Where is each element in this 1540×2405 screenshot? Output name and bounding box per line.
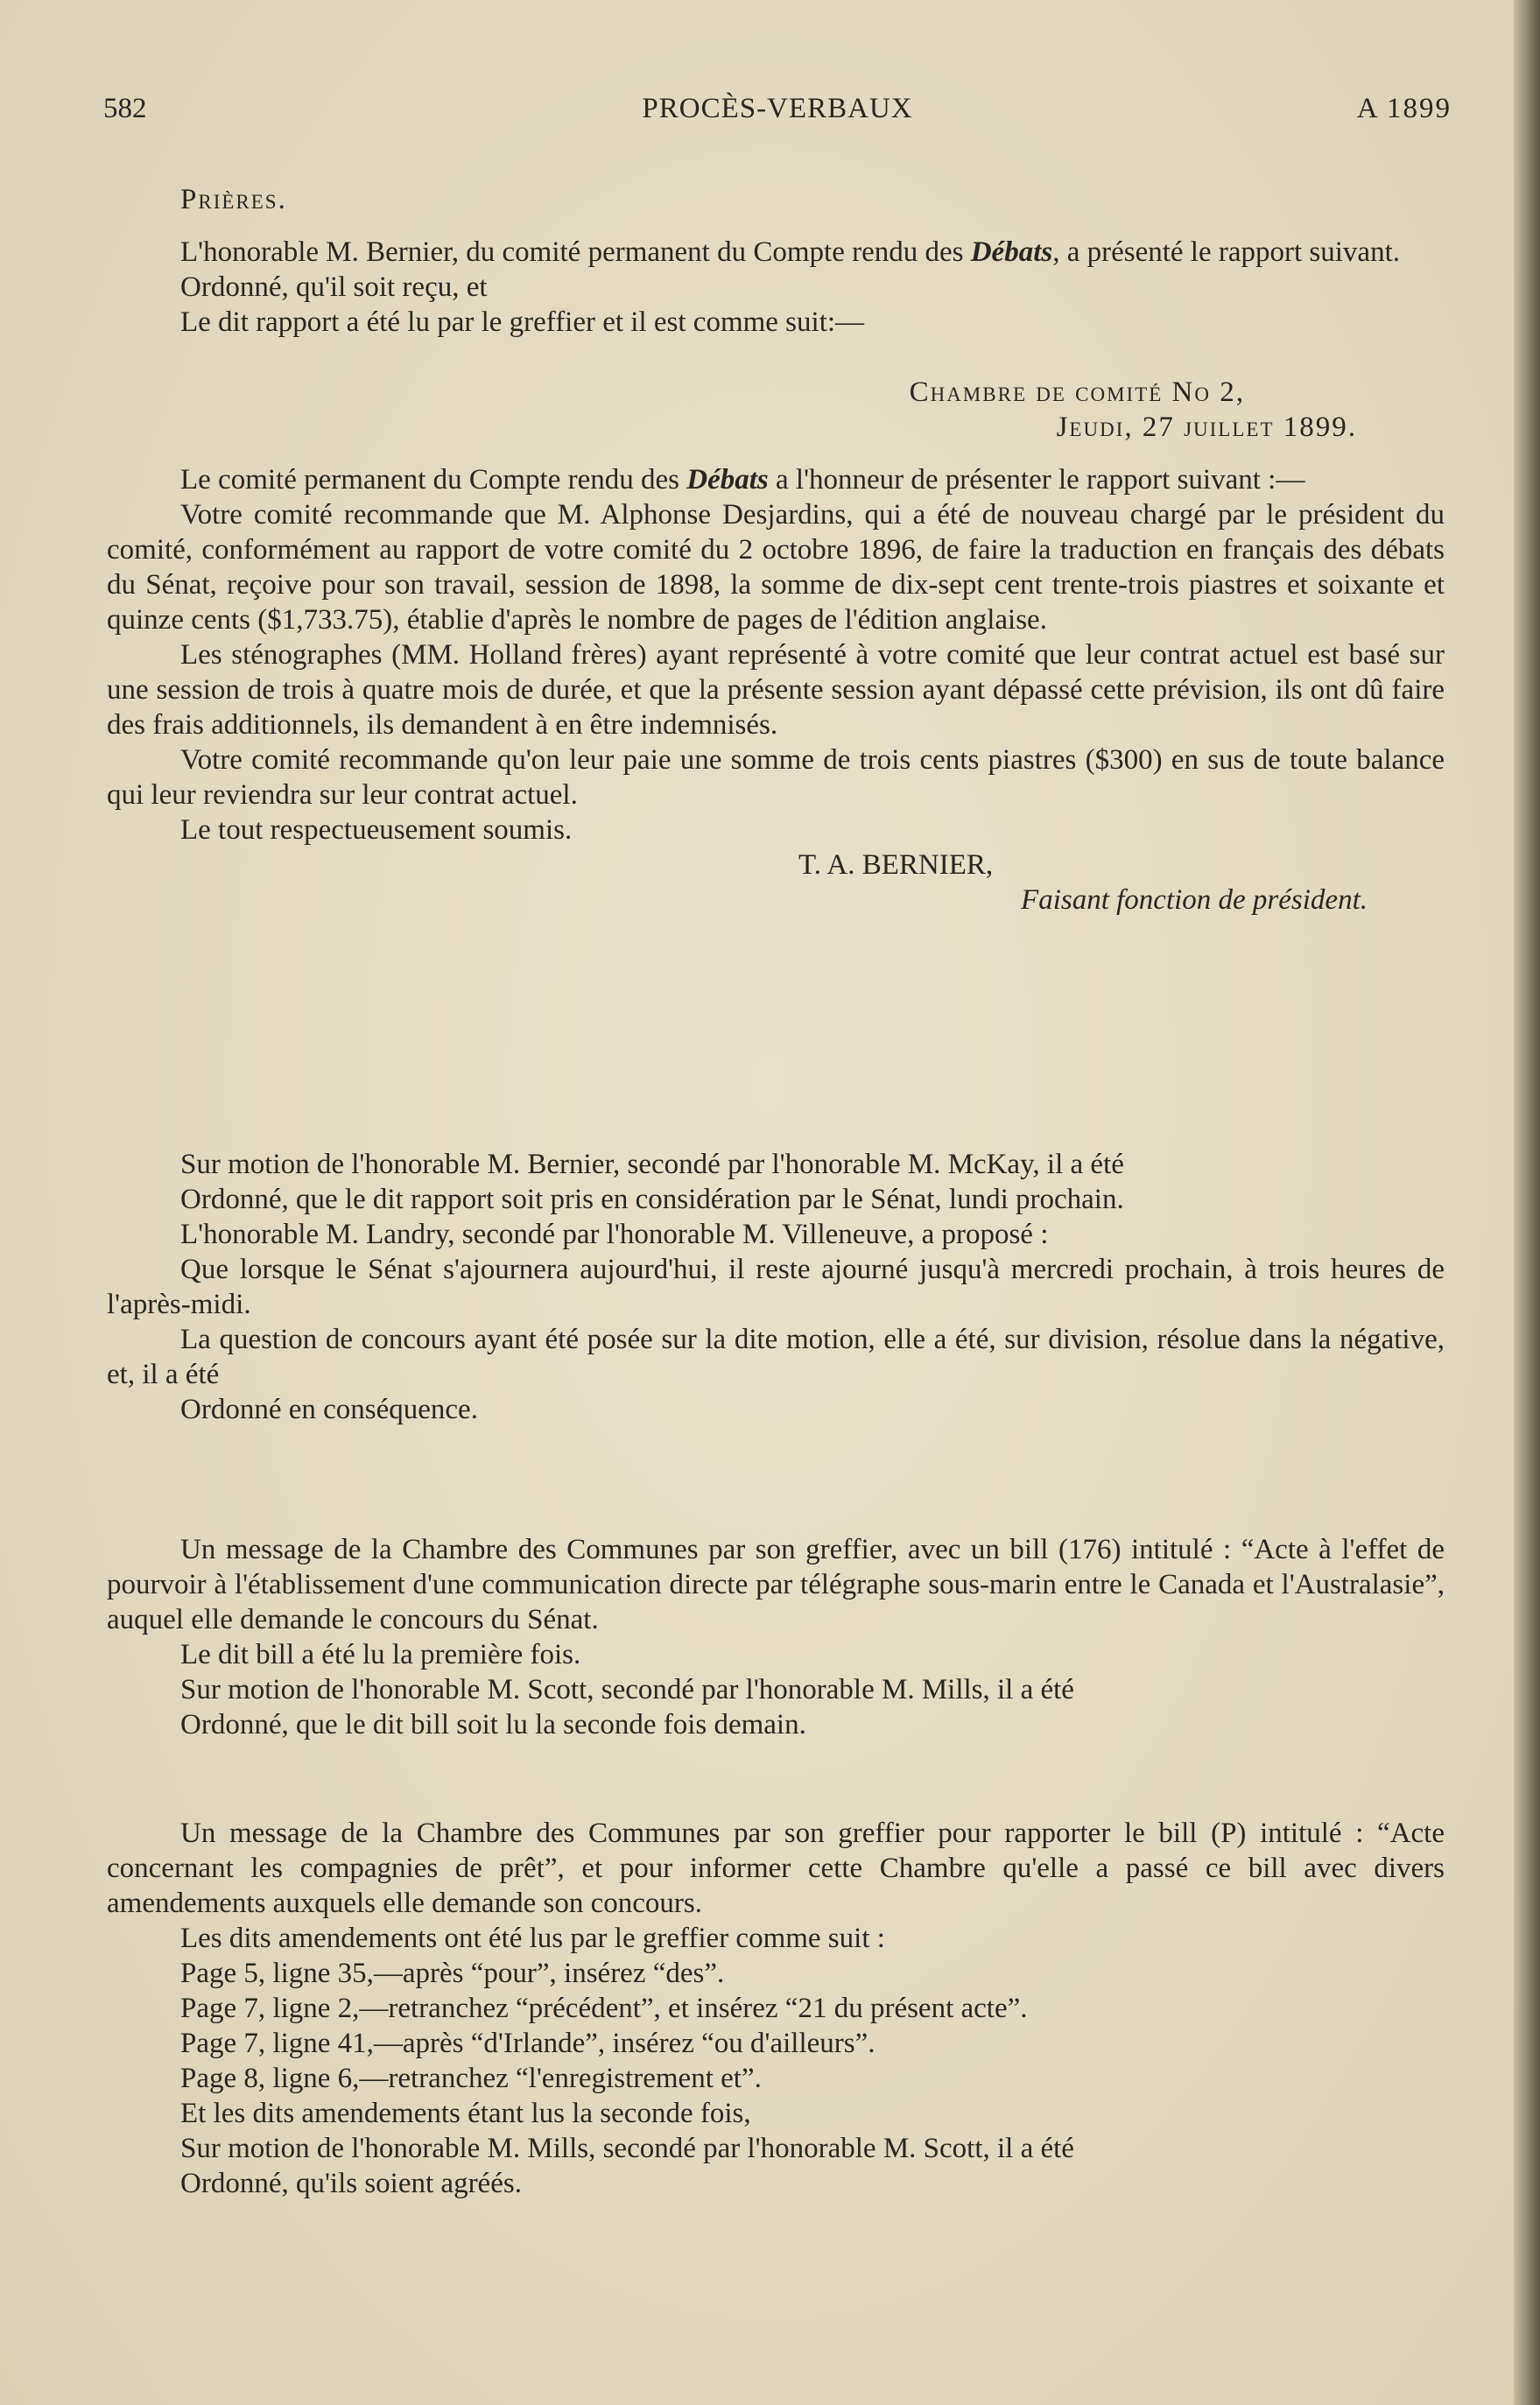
bill-p-amendments-read: Les dits amendements ont été lus par le greffier comme suit : bbox=[180, 1923, 885, 1954]
amendment-3: Page 7, ligne 41,—après “d'Irlande”, insérez “ou d'ailleurs”. bbox=[180, 2028, 875, 2059]
section-motions bbox=[107, 1147, 1445, 1427]
section-prayers-and-report bbox=[107, 182, 1445, 918]
bill-p-ordered: Ordonné, qu'ils soient agréés. bbox=[180, 2168, 522, 2199]
page-title: PROCÈS-VERBAUX bbox=[642, 93, 913, 124]
report-place: Chambre de comité No 2, bbox=[909, 376, 1245, 408]
amendments-second-reading: Et les dits amendements étant lus la seconde fois, bbox=[180, 2098, 751, 2129]
page-number: 582 bbox=[103, 93, 147, 124]
report-payment-paragraph: Votre comité recommande qu'on leur paie une somme de trois cents piastres ($300) en sus de toute balance qui leur reviendra sur leur contrat actuel. bbox=[107, 744, 1445, 811]
amendment-1: Page 5, ligne 35,—après “pour”, insérez “des”. bbox=[180, 1958, 725, 1989]
amendment-4: Page 8, ligne 6,—retranchez “l'enregistrement et”. bbox=[180, 2063, 762, 2094]
bill-p-message: Un message de la Chambre des Communes par son greffier pour rapporter le bill (P) intitulé : “Acte concernant les compagnies de prêt”, et pour informer cette Chambre qu'elle a passé ce bill avec divers amendements auxquels elle demande son concours. bbox=[107, 1818, 1445, 1919]
motion-question-result: La question de concours ayant été posée sur la dite motion, elle a été, sur division, résolue dans la négative, et, il a été bbox=[107, 1324, 1445, 1390]
bill-176-message: Un message de la Chambre des Communes par son greffier, avec un bill (176) intitulé : “Acte à l'effet de pourvoir à l'établissement d'une communication directe par télégraphe sous-marin entre le Canada et l'Australasie”, auquel elle demande le concours du Sénat. bbox=[107, 1534, 1445, 1635]
report-stenographers-paragraph: Les sténographes (MM. Holland frères) ayant représenté à votre comité que leur contrat actuel est basé sur une session de trois à quatre mois de durée, et que la présente session ayant dépassé cette prévision, ils ont dû faire des frais additionnels, ils demandent à en être indemnisés. bbox=[107, 639, 1445, 741]
paragraph-ordered-received: Ordonné, qu'il soit reçu, et bbox=[180, 271, 488, 303]
bill-176-ordered: Ordonné, que le dit bill soit lu la seconde fois demain. bbox=[180, 1709, 806, 1740]
running-header bbox=[103, 93, 1452, 131]
bill-p-motion: Sur motion de l'honorable M. Mills, secondé par l'honorable M. Scott, il a été bbox=[180, 2133, 1074, 2164]
paragraph-report-presented: L'honorable M. Bernier, du comité permanent du Compte rendu des Débats, a présenté le rapport suivant. bbox=[180, 236, 1400, 268]
bill-176-motion: Sur motion de l'honorable M. Scott, secondé par l'honorable M. Mills, il a été bbox=[180, 1674, 1074, 1705]
signature-name: T. A. BERNIER, bbox=[798, 849, 994, 881]
signature-title: Faisant fonction de président. bbox=[1021, 884, 1368, 916]
page-binding-edge bbox=[1514, 0, 1540, 2405]
section-bill-176 bbox=[107, 1532, 1445, 1742]
motion-landry: L'honorable M. Landry, secondé par l'honorable M. Villeneuve, a proposé : bbox=[180, 1219, 1049, 1250]
report-date: Jeudi, 27 juillet 1899. bbox=[1056, 411, 1357, 443]
paragraph-report-read: Le dit rapport a été lu par le greffier et il est comme suit:— bbox=[180, 306, 865, 338]
report-closing: Le tout respectueusement soumis. bbox=[180, 814, 573, 846]
report-translation-paragraph: Votre comité recommande que M. Alphonse Desjardins, qui a été de nouveau chargé par le président du comité, conformément au rapport de votre comité du 2 octobre 1896, de faire la traduction en français des débats du Sénat, reçoive pour son travail, session de 1898, la somme de dix-sept cent trente-trois piastres et soixante et quinze cents ($1,733.75), établie d'après le nombre de pages de l'édition anglaise. bbox=[107, 499, 1445, 636]
amendment-2: Page 7, ligne 2,—retranchez “précédent”, et insérez “21 du présent acte”. bbox=[180, 1993, 1028, 2024]
report-intro: Le comité permanent du Compte rendu des Débats a l'honneur de présenter le rapport suivant :— bbox=[180, 464, 1305, 496]
motion-ordered-consideration: Ordonné, que le dit rapport soit pris en considération par le Sénat, lundi prochain. bbox=[180, 1184, 1124, 1215]
motion-bernier: Sur motion de l'honorable M. Bernier, secondé par l'honorable M. McKay, il a été bbox=[180, 1149, 1124, 1180]
section-bill-p bbox=[107, 1816, 1445, 2201]
prayers-heading: Prières. bbox=[180, 184, 287, 215]
header-year: A 1899 bbox=[1356, 93, 1452, 124]
motion-ordered-consequence: Ordonné en conséquence. bbox=[180, 1394, 478, 1425]
bill-176-first-reading: Le dit bill a été lu la première fois. bbox=[180, 1639, 581, 1670]
motion-adjournment: Que lorsque le Sénat s'ajournera aujourd'hui, il reste ajourné jusqu'à mercredi prochain, à trois heures de l'après-midi. bbox=[107, 1254, 1445, 1320]
